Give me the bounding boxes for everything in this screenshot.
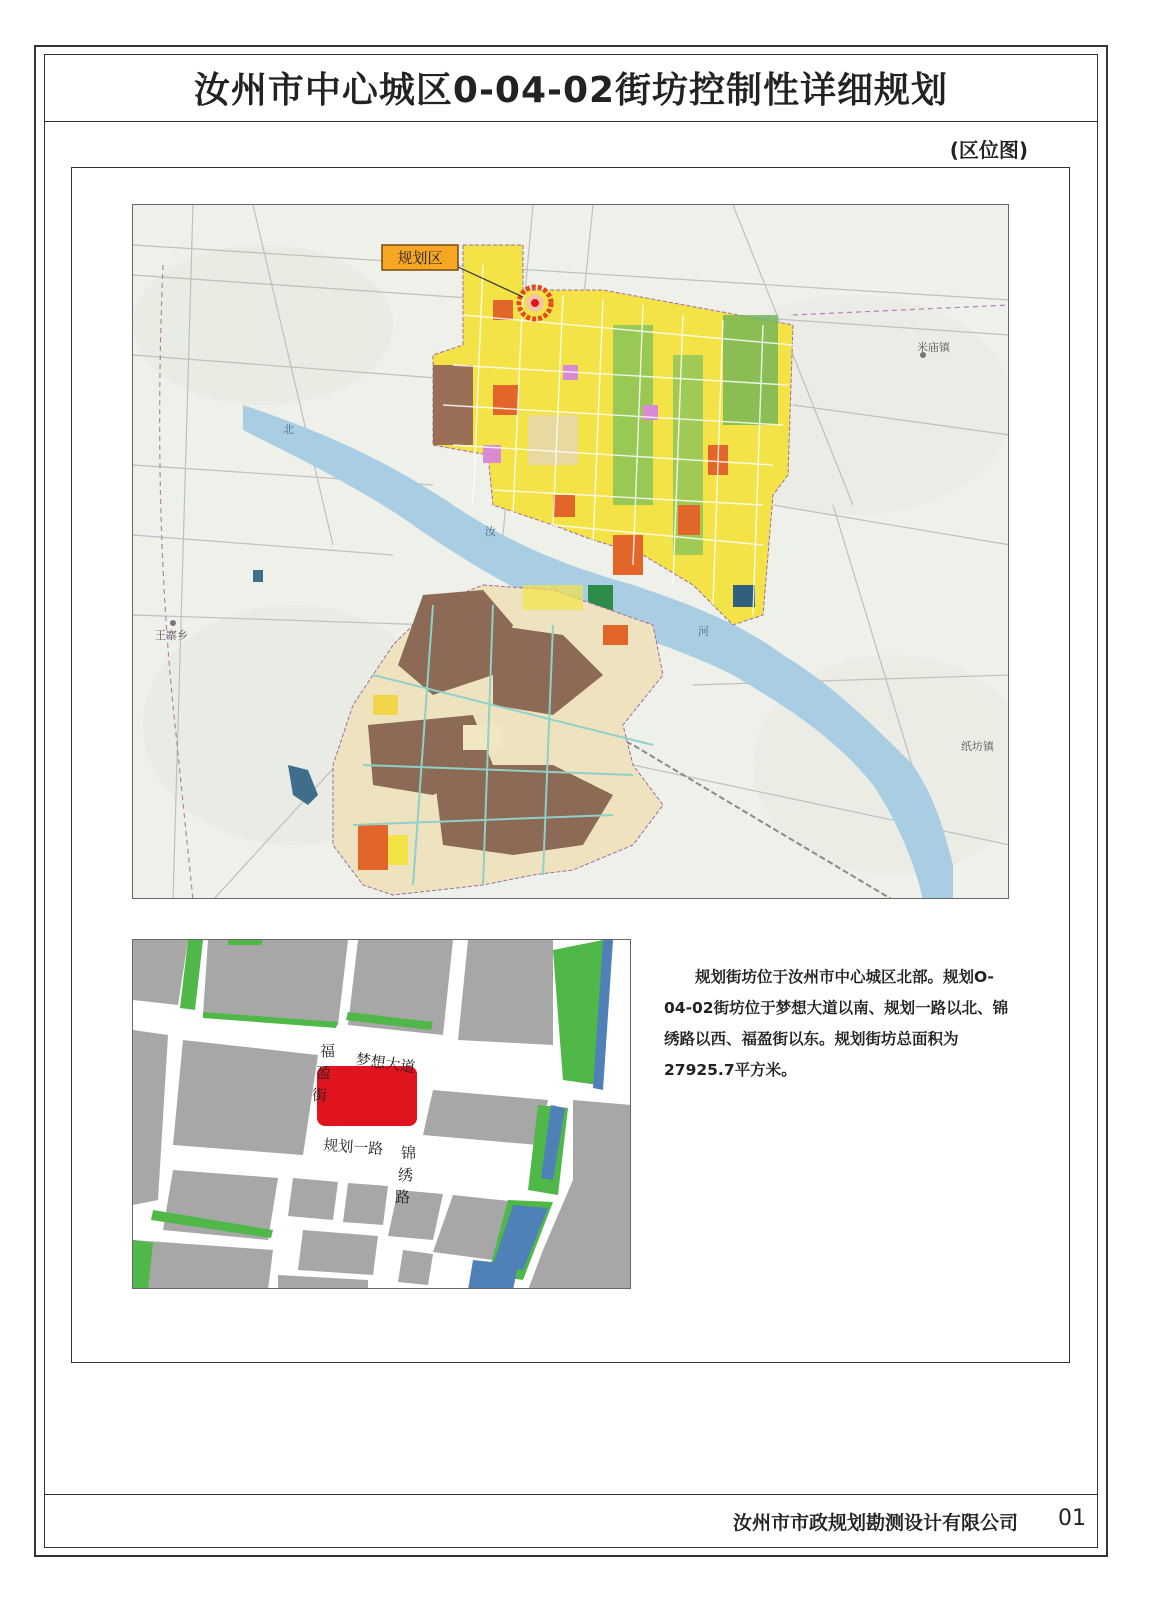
page-number: 01 (1058, 1506, 1086, 1531)
road-label-jinxiu-2: 绣 (398, 1166, 414, 1184)
description-text: 规划街坊位于汝州市中心城区北部。规划O-04-02街坊位于梦想大道以南、规划一路以北、锦绣路以西、福盈街以东。规划街坊总面积为27925.7平方米。 (664, 968, 1009, 1079)
title-bar (44, 54, 1098, 122)
company-name: 汝州市市政规划勘测设计有限公司 (733, 1512, 1019, 1534)
location-map-svg (133, 205, 1009, 899)
road-label-jinxiu-1: 锦 (401, 1144, 417, 1162)
place-label-wangzhai: 王寨乡 (155, 629, 188, 642)
river-label-1: 北 (283, 423, 294, 436)
planning-block-highlight (317, 1066, 417, 1126)
inset-map (132, 939, 631, 1289)
road-label-jinxiu-3: 路 (395, 1188, 411, 1206)
road-label-fuying-3: 街 (312, 1086, 328, 1104)
location-description (664, 962, 1016, 1086)
place-label-zhifang: 纸坊镇 (961, 740, 994, 753)
pond (253, 570, 263, 582)
river-label-2: 汝 (485, 525, 496, 538)
callout-label: 规划区 (397, 249, 443, 267)
river-label-3: 河 (698, 625, 709, 638)
road-label-mengxiang: 梦想大道 (354, 1050, 417, 1077)
road-label-guihua-yilu: 规划一路 (322, 1136, 384, 1159)
road-label-fuying-1: 福 (320, 1042, 336, 1060)
road-label-fuying-2: 盈 (316, 1064, 332, 1082)
page-subtitle: (区位图) (949, 138, 1028, 162)
town-marker (170, 620, 176, 626)
footer-divider (44, 1494, 1098, 1495)
place-label-miaomiao: 米庙镇 (917, 341, 950, 354)
location-map (132, 204, 1009, 899)
inset-map-svg (133, 940, 631, 1289)
page-title: 汝州市中心城区0-04-02街坊控制性详细规划 (193, 70, 949, 111)
